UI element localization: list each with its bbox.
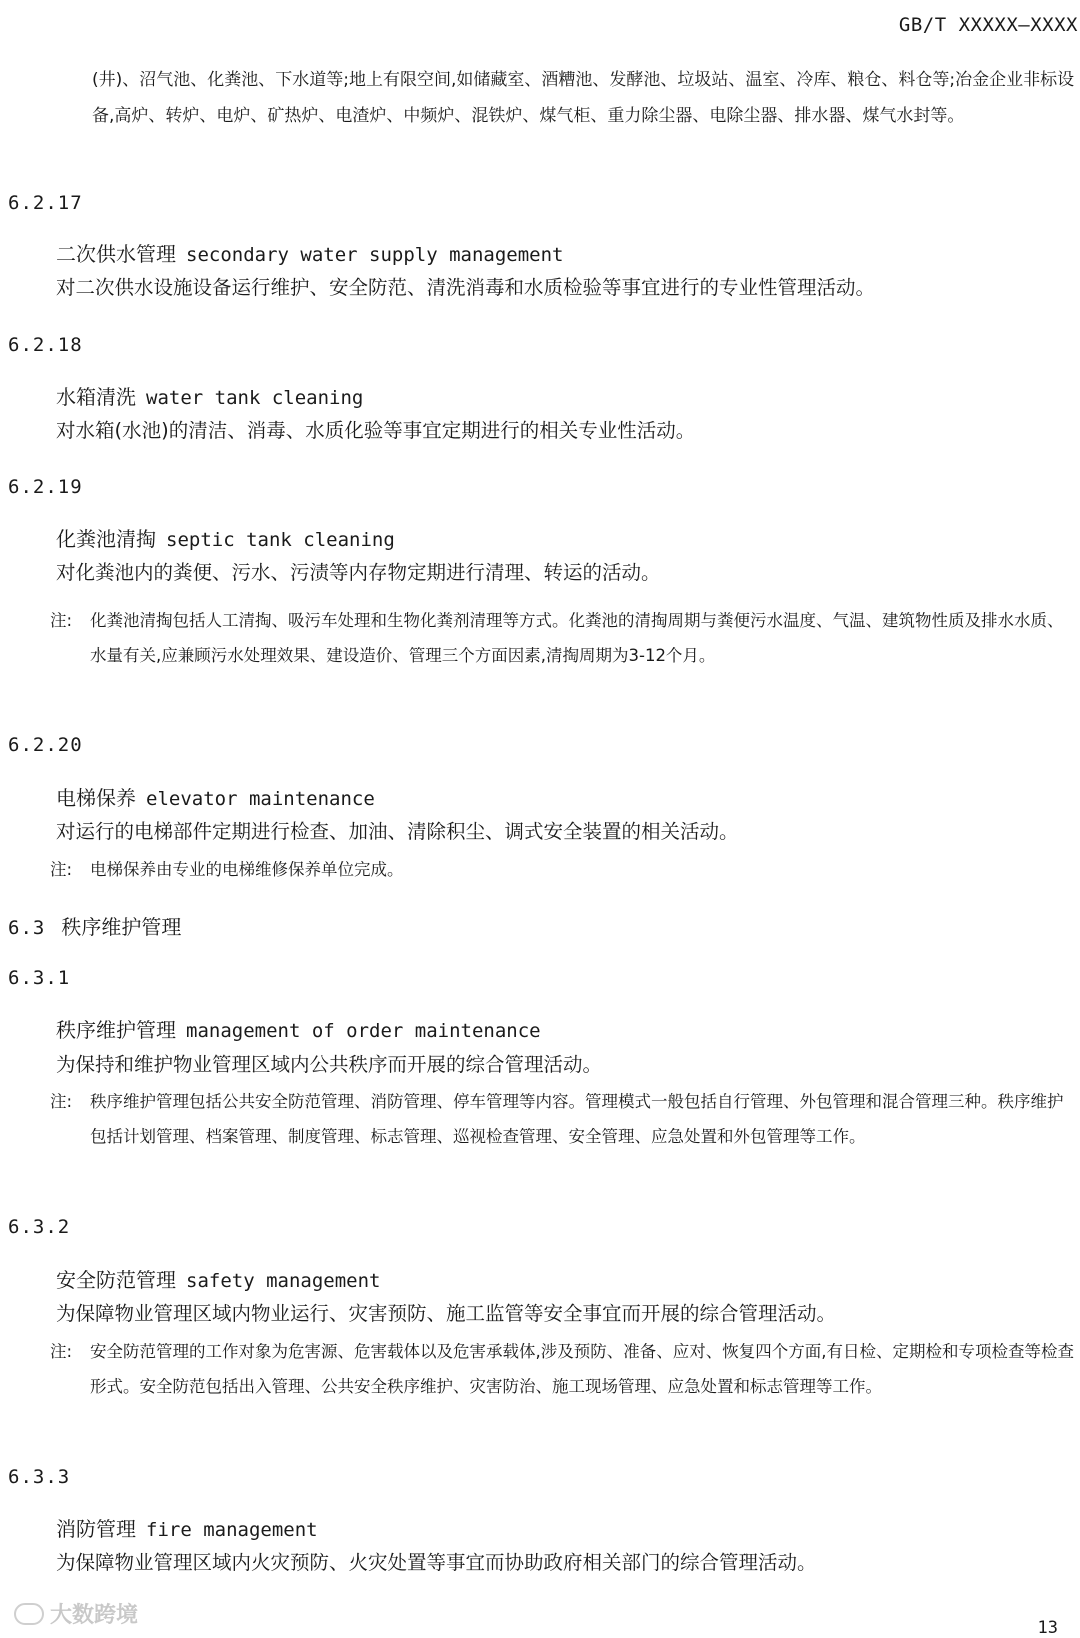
clause-number: 6.3.1 [8, 967, 71, 989]
term-en: septic tank cleaning [166, 529, 395, 551]
clause-number: 6.2.20 [8, 734, 83, 756]
note-text: 化粪池清掏包括人工清掏、吸污车处理和生物化粪剂清理等方式。化粪池的清掏周期与粪便污水温度、气温、建筑物性质及排水水质、水量有关,应兼顾污水处理效果、建设造价、管理三个方面因素,清掏周期为3-12个月。 [90, 611, 1064, 665]
term-definition: 为保障物业管理区域内火灾预防、火灾处置等事宜而协助政府相关部门的综合管理活动。 [56, 1551, 817, 1574]
section-title: 秩序维护管理 [61, 915, 182, 939]
term-definition: 为保障物业管理区域内物业运行、灾害预防、施工监管等安全事宜而开展的综合管理活动。 [56, 1302, 837, 1325]
continuation-paragraph: (井)、沼气池、化粪池、下水道等;地上有限空间,如储藏室、酒糟池、发酵池、垃圾站、温室、冷库、粮仓、料仓等;冶金企业非标设备,高炉、转炉、电炉、矿热炉、电渣炉、中频炉、混铁炉、煤气柜、重力除尘器、电除尘器、排水器、煤气水封等。 [92, 70, 1075, 126]
note-text: 电梯保养由专业的电梯维修保养单位完成。 [90, 860, 404, 879]
term-heading [56, 383, 363, 412]
clause-number: 6.3.2 [8, 1216, 71, 1238]
term-cn: 秩序维护管理 [56, 1018, 176, 1042]
note-text: 秩序维护管理包括公共安全防范管理、消防管理、停车管理等内容。管理模式一般包括自行管理、外包管理和混合管理三种。秩序维护包括计划管理、档案管理、制度管理、标志管理、巡视检查管理、安全管理、应急处置和外包管理等工作。 [90, 1092, 1064, 1146]
term-en: elevator maintenance [146, 788, 375, 810]
term-heading [56, 240, 564, 269]
term-heading [56, 1266, 380, 1295]
term-definition: 对运行的电梯部件定期进行检查、加油、清除积尘、调式安全装置的相关活动。 [56, 820, 739, 843]
watermark-text: 大数跨境 [50, 1603, 139, 1628]
term-definition: 对水箱(水池)的清洁、消毒、水质化验等事宜定期进行的相关专业性活动。 [56, 419, 696, 442]
term-en: safety management [186, 1270, 381, 1292]
term-cn: 消防管理 [56, 1517, 136, 1541]
note-text: 安全防范管理的工作对象为危害源、危害载体以及危害承载体,涉及预防、准备、应对、恢复四个方面,有日检、定期检和专项检查等检查形式。安全防范包括出入管理、公共安全秩序维护、灾害防治、施工现场管理、应急处置和标志管理等工作。 [90, 1342, 1074, 1396]
clause-number: 6.2.17 [8, 192, 83, 214]
term-heading [56, 1016, 541, 1045]
watermark [14, 1598, 138, 1629]
term-cn: 二次供水管理 [56, 242, 176, 266]
page-number: 13 [1037, 1618, 1058, 1638]
term-heading [56, 525, 395, 554]
note-label: 注: [50, 1092, 73, 1111]
term-heading [56, 784, 375, 813]
term-heading [56, 1515, 318, 1544]
term-cn: 电梯保养 [56, 786, 136, 810]
note-label: 注: [50, 1342, 73, 1361]
term-cn: 安全防范管理 [56, 1268, 176, 1292]
note-label: 注: [50, 611, 73, 630]
term-cn: 水箱清洗 [56, 385, 136, 409]
section-number: 6.3 [8, 917, 46, 939]
term-note [50, 1334, 1078, 1404]
term-en: management of order maintenance [186, 1020, 541, 1042]
term-definition: 对二次供水设施设备运行维护、安全防范、清洗消毒和水质检验等事宜进行的专业性管理活动。 [56, 276, 876, 299]
clause-number: 6.2.19 [8, 476, 83, 498]
standard-code: GB/T XXXXX—XXXX [898, 14, 1078, 36]
term-note [50, 852, 1078, 887]
clause-number: 6.3.3 [8, 1466, 71, 1488]
term-definition: 对化粪池内的粪便、污水、污渍等内存物定期进行清理、转运的活动。 [56, 561, 661, 584]
term-definition: 为保持和维护物业管理区域内公共秩序而开展的综合管理活动。 [56, 1053, 603, 1076]
term-note [50, 1084, 1078, 1154]
clause-number: 6.2.18 [8, 334, 83, 356]
term-note [50, 603, 1078, 673]
section-heading [8, 911, 181, 940]
note-label: 注: [50, 860, 73, 879]
term-en: fire management [146, 1519, 318, 1541]
term-en: secondary water supply management [186, 244, 564, 266]
term-en: water tank cleaning [146, 387, 364, 409]
term-cn: 化粪池清掏 [56, 527, 156, 551]
watermark-logo-icon [14, 1603, 44, 1625]
